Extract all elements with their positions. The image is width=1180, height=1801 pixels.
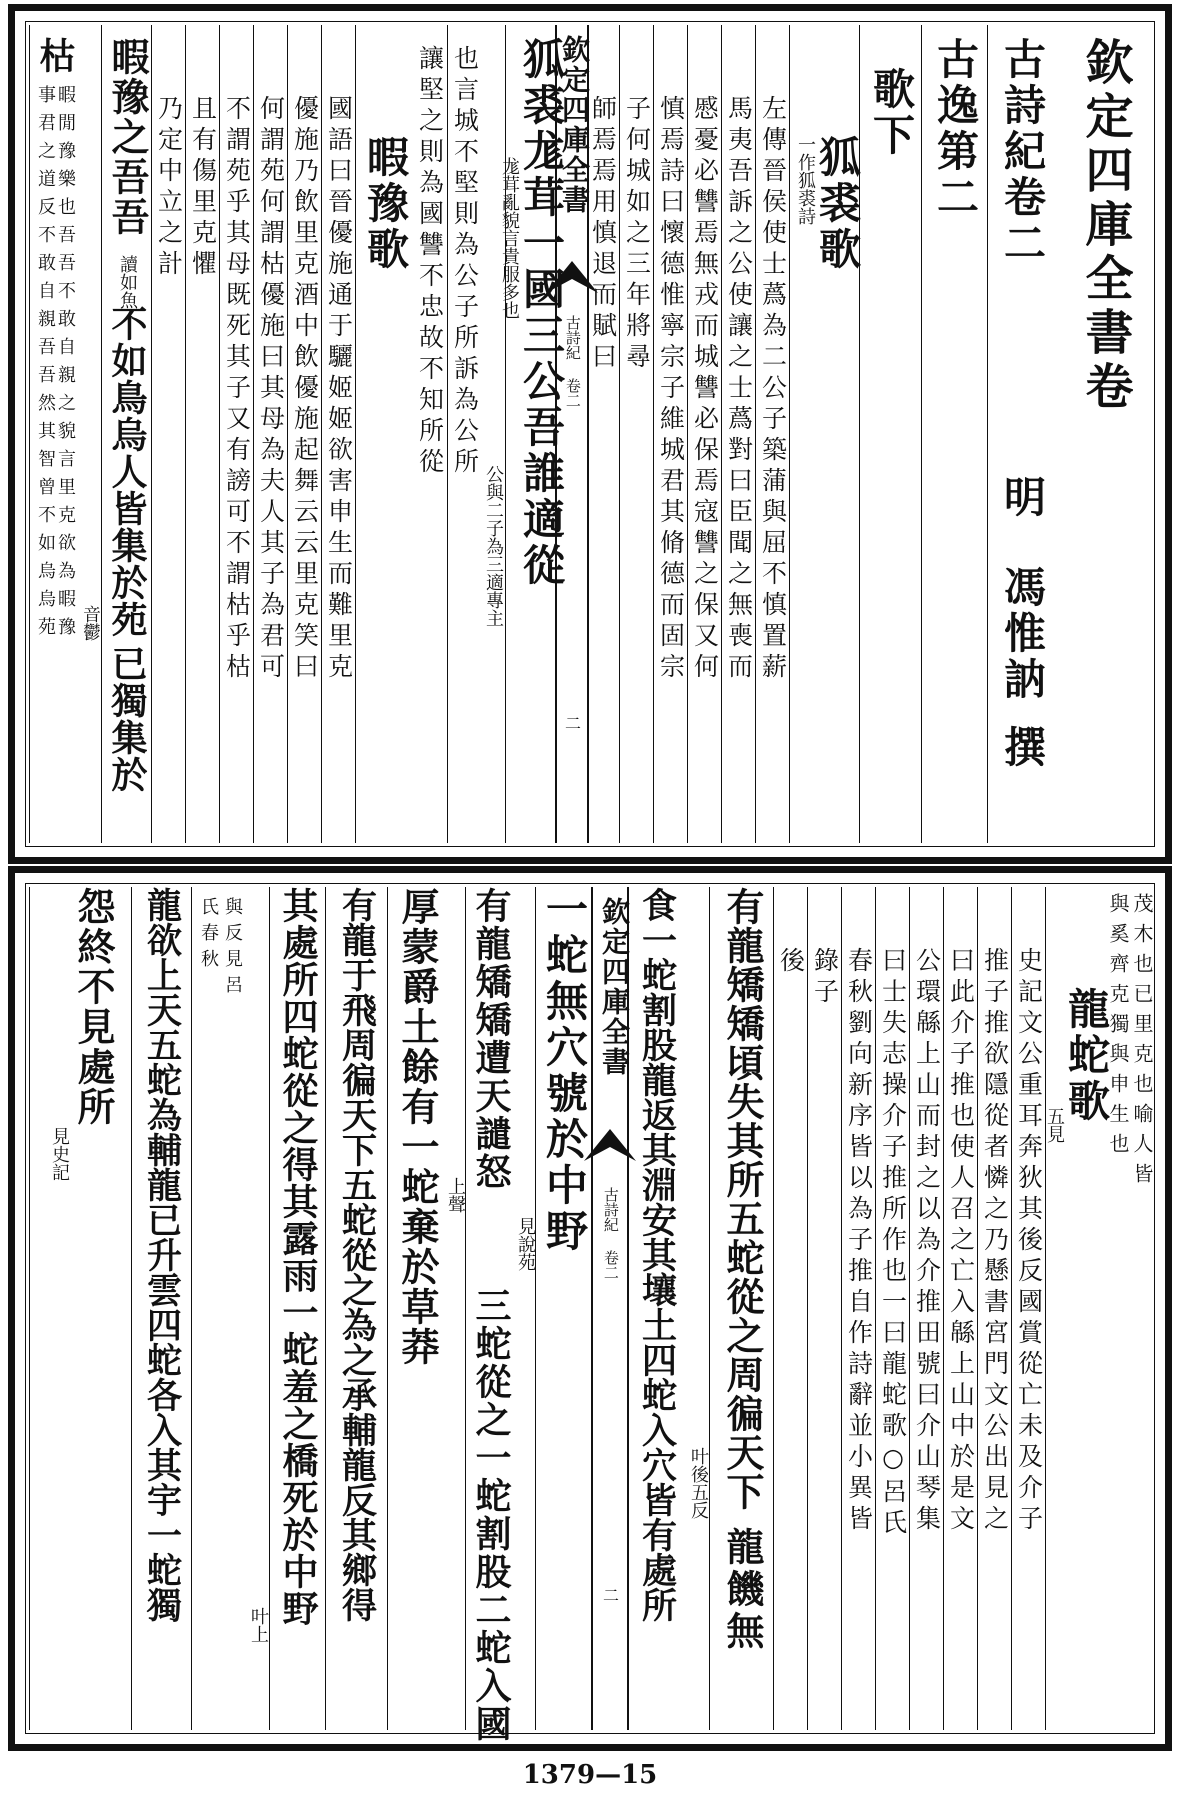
volume-title-column [987, 25, 1056, 843]
spine-strip [591, 887, 629, 1730]
verse-column [465, 887, 516, 1743]
title-column [1055, 25, 1155, 843]
poem2-text-b-note-column [79, 25, 101, 843]
note-column [977, 887, 1012, 1730]
note-column [253, 25, 288, 843]
poem2-note-c: 何謂苑何謂枯優施曰其母為夫人其子為君可 [256, 95, 286, 684]
poem1-note-b: 馬夷吾訴之公使讓之士蔿對曰臣聞之無喪而 [724, 95, 754, 684]
author-role: 撰 [998, 725, 1047, 771]
poem2-note-f: 乃定中立之計 [154, 95, 184, 281]
verse-column [709, 887, 774, 1730]
note-column [619, 25, 654, 843]
poem2-title-column [355, 25, 414, 843]
subsection-heading: 歌下 [867, 67, 916, 159]
poem2-text-column [101, 25, 152, 843]
prev-note-column [1105, 887, 1155, 1730]
note-column [755, 25, 790, 843]
poem1-note-f: 師焉焉用慎退而賦曰 [588, 95, 618, 374]
verse-5: 厚蒙爵土餘有一蛇棄於草莽 [395, 887, 440, 1367]
poem3-note-g: 錄子 [810, 947, 840, 1009]
subsection-column [859, 25, 922, 843]
prev-note-b: 與奚齊克獨與申生也 [1106, 893, 1130, 1163]
poem2-text-d: 枯 [34, 37, 76, 77]
poem2-text-a-note: 讀如魚 [117, 255, 138, 309]
top-page-panel [8, 4, 1172, 864]
verse-column [325, 887, 388, 1730]
volume-title: 古詩紀卷二 [998, 37, 1047, 267]
note-column [219, 25, 254, 843]
verse-column [387, 887, 446, 1730]
note-column [943, 887, 978, 1730]
verse-1: 有龍矯矯頃失其所五蛇從之周徧天下 [720, 887, 765, 1511]
poem3-note-c: 曰此介子推也使人召之亡入緜上山中於是文 [946, 947, 976, 1536]
poem3-title-note: 五見 [1044, 1107, 1065, 1143]
verse-4-note: 上聲 [445, 1177, 466, 1213]
poem1-note-h: 讓堅之則為國讐不忠故不知所從 [415, 45, 445, 479]
verse-note-column [191, 887, 248, 1730]
verse-1-note: 叶後五反 [688, 1447, 709, 1519]
note-column [151, 25, 186, 843]
note-column [687, 25, 722, 843]
poem1-text-note-a: 尨茸亂貌言貴服多也 [499, 157, 520, 319]
section-column [921, 25, 988, 843]
note-column [773, 887, 808, 1730]
poem3-note-f: 春秋劉向新序皆以為子推自作詩辭並小異皆 [844, 947, 874, 1536]
note-column [1011, 887, 1046, 1730]
poem3-note-h: 後 [776, 947, 806, 978]
verse-column [625, 887, 688, 1730]
verse-8-note-b: 氏春秋 [198, 897, 219, 975]
verse-1-continued: 龍饑無 [720, 1527, 765, 1653]
poem1-title-column [789, 25, 860, 843]
verse-3: 一蛇無穴號於中野 [540, 887, 589, 1255]
poem3-note-d: 公環緜上山而封之以為介推田號曰介山琴集 [912, 947, 942, 1536]
verse-7-note: 叶上 [248, 1607, 269, 1643]
verse-note-column [247, 887, 269, 1730]
note-column [287, 25, 322, 843]
verse-note-column [445, 887, 465, 1730]
poem2-note-h: 事君之道反不敢自親吾吾然其智曾不如烏烏苑 [35, 85, 56, 645]
poem1-text: 狐裘尨茸一國三公吾誰適從 [517, 37, 566, 589]
spine-volume: 古詩紀 卷二 [563, 315, 582, 408]
verse-4-continued: 三蛇從之一蛇割股二蛇入國 [470, 1287, 512, 1743]
verse-10: 怨終不見處所 [71, 887, 116, 1127]
poem2-last-column [29, 25, 80, 843]
verse-4: 有龍矯矯遭天譴怒 [470, 887, 512, 1191]
verse-3-note: 見說苑 [515, 1217, 536, 1271]
poem1-text-note-column [481, 25, 505, 843]
poem2-title: 暇豫歌 [361, 135, 410, 273]
verse-column [29, 887, 132, 1730]
spine-leaf-number: 二 [600, 1587, 620, 1603]
poem2-note-d: 不謂苑乎其母既死其子又有謗可不謂枯乎枯 [222, 95, 252, 684]
page-number: 1379—15 [522, 1760, 658, 1790]
verse-column [269, 887, 326, 1730]
note-column [413, 25, 447, 843]
author-dynasty: 明 [998, 475, 1047, 521]
verse-10-note: 見史記 [49, 1127, 70, 1181]
poem2-note-b: 優施乃飲里克酒中飲優施起舞云云里克笑曰 [290, 95, 320, 684]
verse-2: 食一蛇割股龍返其淵安其壤土四蛇入穴皆有處所 [636, 887, 678, 1622]
spine-volume: 古詩紀 卷二 [601, 1187, 620, 1280]
poem3-note-b: 推子推欲隱從者憐之乃懸書宮門文公出見之 [980, 947, 1010, 1536]
note-column [447, 25, 482, 843]
poem2-text-b: 不如鳥烏人皆集於苑 [106, 305, 148, 638]
note-column [721, 25, 756, 843]
poem2-text-b-note: 音鬱 [80, 605, 101, 641]
spine-title: 欽定四庫全書 [558, 35, 591, 215]
note-column [875, 887, 910, 1730]
poem2-note-a: 國語曰晉優施通于驪姬姬欲害申生而難里克 [324, 95, 354, 684]
poem3-title-column [1044, 887, 1111, 1730]
verse-9: 龍欲上天五蛇為輔龍已升雲四蛇各入其宇一蛇獨 [141, 887, 183, 1622]
poem1-text-column [499, 25, 566, 843]
poem1-title: 狐裘歌 [813, 135, 862, 273]
spine-title: 欽定四庫全書 [598, 897, 631, 1077]
verse-note-column [687, 887, 709, 1730]
poem1-note-c: 慼憂必讐焉無戎而城讐必保焉寇讐之保又何 [690, 95, 720, 684]
verse-8-note-a: 與反見呂 [222, 897, 243, 1001]
poem3-note-e: 曰士失志操介子推所作也一曰龍蛇歌○呂氏 [878, 947, 908, 1540]
verse-column [131, 887, 192, 1730]
prev-note-a: 茂木也已里克也喻人皆 [1130, 893, 1154, 1193]
book-title-line: 欽定四庫全書卷 [1077, 37, 1133, 415]
poem3-title: 龍蛇歌 [1062, 987, 1111, 1125]
poem1-note-g: 也言城不堅則為公子所訴為公所 [450, 45, 480, 479]
note-column [653, 25, 688, 843]
poem1-note-a: 左傳晉侯使士蔿為二公子築蒲與屈不慎置薪 [758, 95, 788, 684]
poem3-note-a: 史記文公重耳奔狄其後反國賞從亡未及介子 [1014, 947, 1044, 1536]
note-column [841, 887, 876, 1730]
verse-7: 其處所四蛇從之得其露雨一蛇羞之橋死於中野 [277, 887, 319, 1627]
poem1-note-e: 子何城如之三年將尋 [622, 95, 652, 374]
note-column [807, 887, 842, 1730]
poem1-note-d: 慎焉詩曰懷德惟寧宗子維城君其脩德而固宗 [656, 95, 686, 684]
verse-note-column [515, 887, 535, 1730]
verse-column [535, 887, 592, 1730]
poem2-text-a: 暇豫之吾吾 [105, 37, 150, 237]
poem1-title-note: 一作狐裘詩 [795, 135, 816, 225]
poem2-note-e: 且有傷里克懼 [188, 95, 218, 281]
poem2-text-c: 已獨集於 [106, 645, 148, 793]
note-column [185, 25, 220, 843]
poem2-note-g: 暇閒豫樂也吾吾不敢自親之貌言里克欲為暇豫 [55, 85, 76, 645]
section-heading: 古逸第二 [931, 37, 980, 221]
spine-leaf-number: 二 [562, 715, 582, 731]
poem1-text-note-b: 公與二子為三適專主 [483, 465, 504, 627]
verse-6: 有龍于飛周徧天下五蛇從之為之承輔龍反其鄉得 [336, 887, 378, 1622]
note-column [321, 25, 356, 843]
note-column [909, 887, 944, 1730]
bottom-page-panel [8, 866, 1172, 1751]
author-name: 馮惟訥 [998, 565, 1047, 703]
